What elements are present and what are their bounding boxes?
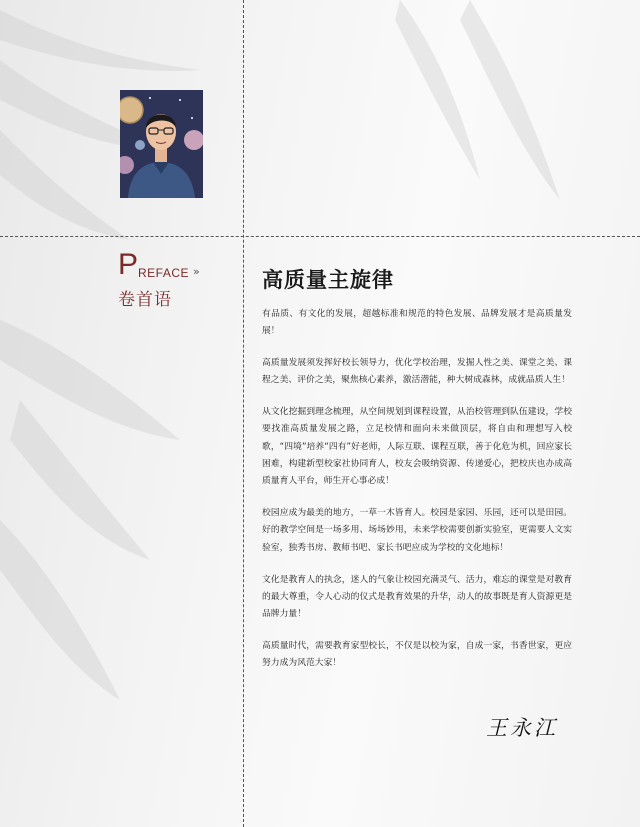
double-chevron-right-icon: » xyxy=(193,265,200,278)
vertical-divider xyxy=(243,0,244,827)
paragraph: 高质量时代，需要教育家型校长，不仅是以校为家，自成一家，书香世家，更应努力成为风范大家！ xyxy=(262,640,572,669)
article-title: 高质量主旋律 xyxy=(262,268,394,292)
author-signature: 王永江 xyxy=(486,716,558,740)
paragraph: 从文化挖掘到理念梳理，从空间规划到课程设置，从治校管理到队伍建设，学校要找准高质量发展之路，立足校情和面向未来做顶层，将自由和理想写入校歌，“四境”培养“四有”好老师，人际互联、课程互联，善于化危为机，回应家长困难，构建新型校家社协同育人，校友会吸纳资源、传递爱心，把校庆也办成高质量育人平台，师生开心事必成！ xyxy=(262,407,572,487)
horizontal-divider xyxy=(0,236,640,237)
preface-label xyxy=(118,250,228,310)
article-body xyxy=(262,306,572,687)
preface-word: REFACE xyxy=(138,266,190,280)
paragraph: 文化是教育人的执念，迷人的气象让校园充满灵气、活力，难忘的课堂是对教育的最大尊重，令人心动的仪式是教育效果的升华，动人的故事既是育人资源更是品牌力量！ xyxy=(262,574,572,620)
paragraph: 校园应成为最美的地方，一草一木皆育人。校园是家园、乐园，还可以是田园。好的教学空间是一场多用、场场妙用，未来学校需要创新实验室，更需要人文实验室，独秀书房、教师书吧、家长书吧应成为学校的文化地标！ xyxy=(262,508,572,553)
author-portrait xyxy=(120,90,203,198)
preface-chinese-label: 卷首语 xyxy=(118,290,172,310)
preface-initial: P xyxy=(118,248,139,281)
paragraph: 高质量发展须发挥好校长领导力，优化学校治理，发掘人性之美、课堂之美、课程之美、评价之美，聚焦核心素养，激活潜能，种大树成森林，成就品质人生！ xyxy=(262,358,572,386)
paragraph: 有品质、有文化的发展，超越标准和规范的特色发展、品牌发展才是高质量发展！ xyxy=(262,309,572,337)
